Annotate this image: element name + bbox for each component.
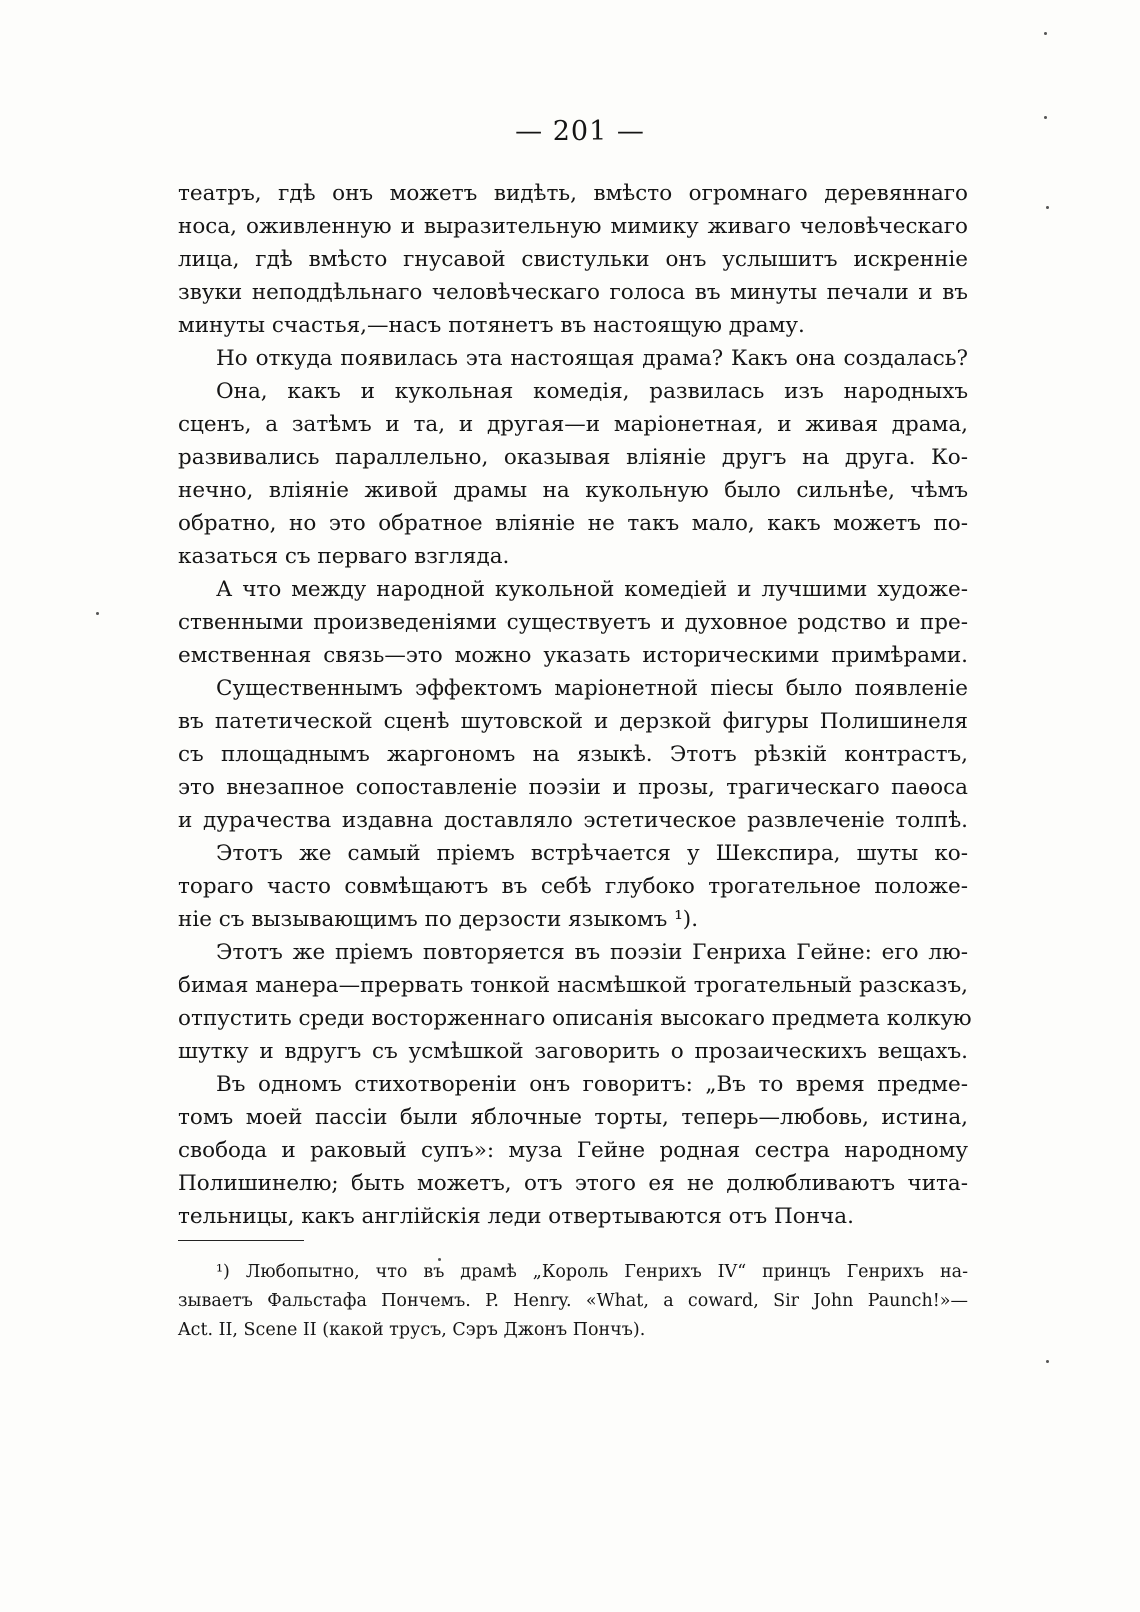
text-line: минуты счастья,—насъ потянетъ въ настоящую драму. [178, 313, 805, 338]
text-line: въ патетической сценѣ шутовской и дерзкой фигуры Полишинеля [178, 709, 968, 734]
text-line: бимая манера—прервать тонкой насмѣшкой трогательный разсказъ, [178, 973, 968, 998]
paragraph [178, 838, 968, 937]
text-line: и дурачества издавна доставляло эстетическое развлеченіе толпѣ. [178, 808, 968, 833]
paragraph [178, 937, 972, 1069]
body-text [178, 178, 972, 1234]
footnote-line: ¹) Любопытно, что въ драмѣ „Король Генрихъ IV“ принцъ Генрихъ на- [216, 1262, 968, 1282]
text-line: сценъ, а затѣмъ и та, и другая—и маріонетная, и живая драма, [178, 412, 968, 437]
text-line: Въ одномъ стихотвореніи онъ говоритъ: „Въ то время предме- [216, 1072, 968, 1097]
paragraph [178, 673, 968, 838]
text-line: Полишинелю; быть можетъ, отъ этого ея не долюбливаютъ чита- [178, 1171, 968, 1196]
footnote-divider [178, 1240, 304, 1241]
footnote [178, 1262, 968, 1349]
text-line: нечно, вліяніе живой драмы на кукольную было сильнѣе, чѣмъ [178, 478, 968, 503]
text-line: тораго часто совмѣщаютъ въ себѣ глубоко трогательное положе- [178, 874, 968, 899]
text-line: звуки неподдѣльнаго человѣческаго голоса въ минуты печали и въ [178, 280, 968, 305]
paragraph [178, 376, 968, 574]
footnote-line: Act. II, Scene II (какой трусъ, Сэръ Джонъ Пончъ). [178, 1320, 646, 1340]
scan-speck [96, 612, 99, 615]
text-line: развивались параллельно, оказывая вліяніе другъ на друга. Ко- [178, 445, 968, 470]
text-line: шутку и вдругъ съ усмѣшкой заговорить о прозаическихъ вещахъ. [178, 1039, 968, 1064]
scan-speck [1044, 32, 1047, 35]
text-line: Этотъ же пріемъ повторяется въ поэзіи Генриха Гейне: его лю- [216, 940, 968, 965]
text-line: А что между народной кукольной комедіей и лучшими художе- [216, 577, 968, 602]
scan-speck [1046, 206, 1049, 209]
page-number: — 201 — [515, 116, 645, 147]
text-line: томъ моей пассіи были яблочные торты, теперь—любовь, истина, [178, 1105, 968, 1130]
text-line: Существеннымъ эффектомъ маріонетной піесы было появленіе [216, 676, 968, 701]
scan-speck [1046, 1360, 1049, 1363]
text-line: свобода и раковый супъ»: муза Гейне родная сестра народному [178, 1138, 968, 1163]
text-line: казаться съ перваго взгляда. [178, 544, 510, 569]
text-line: емственная связь—это можно указать историческими примѣрами. [178, 643, 968, 668]
text-line: отпустить среди восторженнаго описанія высокаго предмета колкую [178, 1006, 972, 1031]
text-line: Она, какъ и кукольная комедія, развилась изъ народныхъ [216, 379, 968, 404]
text-line: тельницы, какъ англійскія леди отвертываются отъ Понча. [178, 1204, 854, 1229]
text-line: обратно, но это обратное вліяніе не такъ мало, какъ можетъ по- [178, 511, 968, 536]
text-line: ніе съ вызывающимъ по дерзости языкомъ ¹). [178, 907, 699, 932]
text-line: Этотъ же самый пріемъ встрѣчается у Шекспира, шуты ко- [216, 841, 968, 866]
text-line: Но откуда появилась эта настоящая драма? Какъ она создалась? [216, 346, 968, 371]
footnote-line: зываетъ Фальстафа Пончемъ. P. Henry. «What, a coward, Sir John Paunch!»— [178, 1291, 968, 1311]
scan-speck [1044, 116, 1047, 119]
text-line: это внезапное сопоставленіе поэзіи и прозы, трагическаго паѳоса [178, 775, 968, 800]
paragraph [178, 574, 968, 673]
paragraph [178, 343, 968, 376]
text-line: театръ, гдѣ онъ можетъ видѣть, вмѣсто огромнаго деревяннаго [178, 181, 968, 206]
text-line: ственными произведеніями существуетъ и духовное родство и пре- [178, 610, 968, 635]
text-line: лица, гдѣ вмѣсто гнусавой свистульки онъ услышитъ искренніе [178, 247, 968, 272]
text-line: носа, оживленную и выразительную мимику живаго человѣческаго [178, 214, 968, 239]
paragraph [178, 178, 968, 343]
text-line: съ площаднымъ жаргономъ на языкѣ. Этотъ рѣзкій контрастъ, [178, 742, 968, 767]
paragraph [178, 1069, 968, 1234]
scan-speck [438, 1258, 441, 1261]
